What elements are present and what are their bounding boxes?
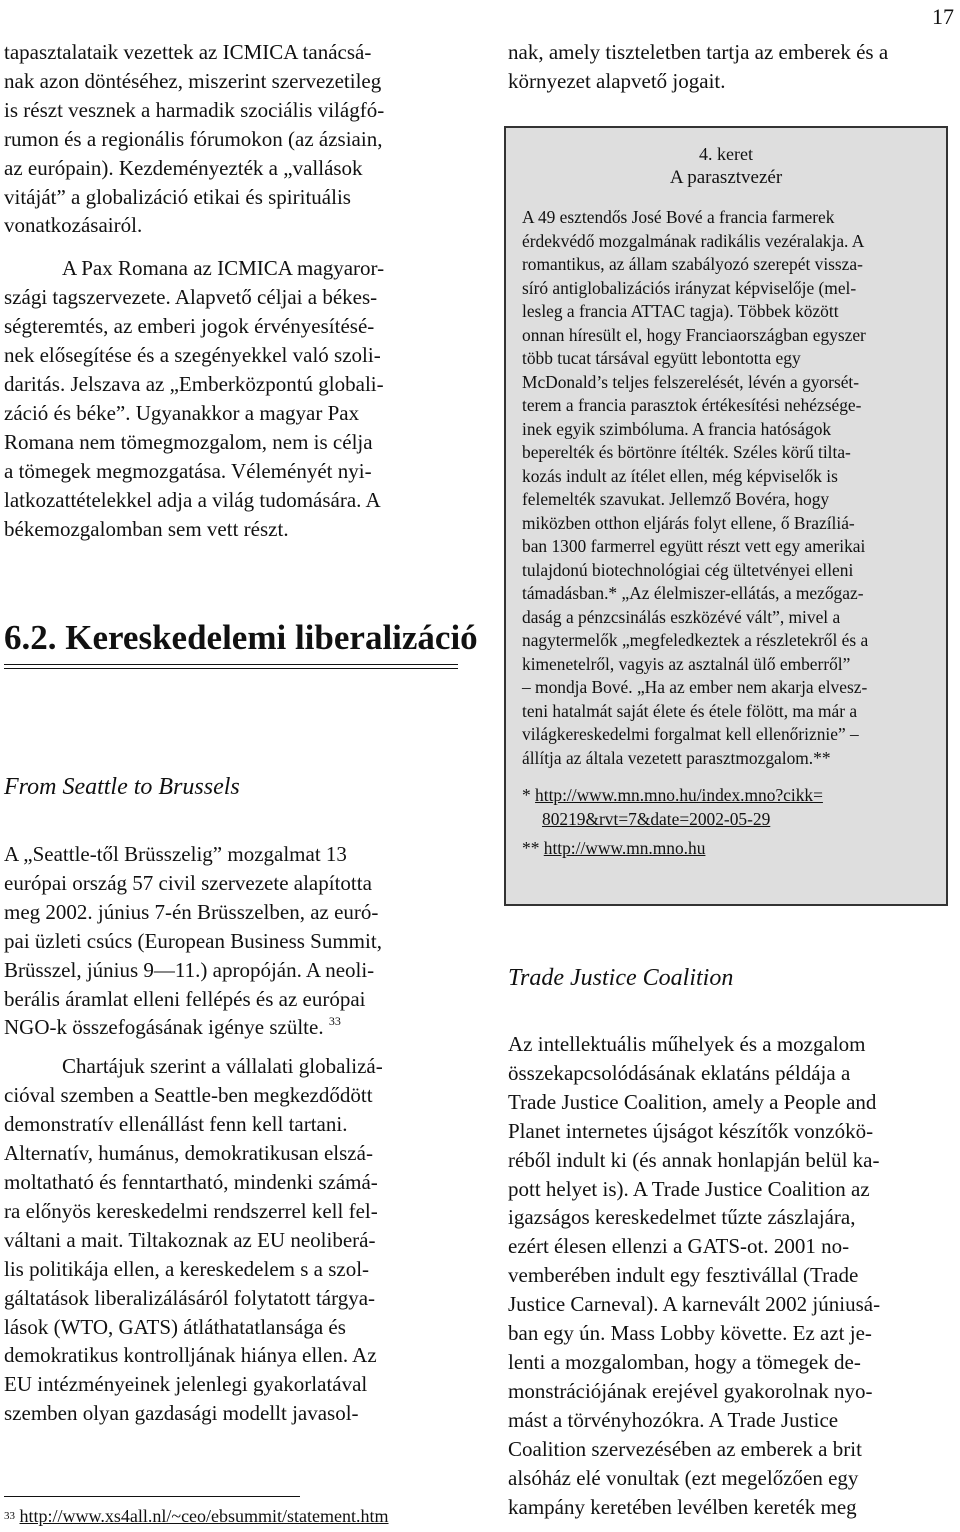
box-footnote-1-link-cont[interactable]: 80219&rvt=7&date=2002-05-29	[542, 808, 771, 829]
paragraph-charter: Chartájuk szerint a vállalati globalizá- cióval szemben a Seattle-ben megkezdődött demonstratív ellenállást fenn kell tartani. Alternatív, humánus, demokratikusan elszá- moltatható és fenntartható, mindenki számá- ra előnyös kereskedelmi rendszerrel kell fel- váltani a mait. Tiltakoznak az EU neoliberá- lis politikája ellen, a kereskedelem s a szol- gáltatások liberalizálásáról folytatott tárgya- lások (WTO, GATS) átláthatatlansága és demokratikus kontrolljának hiánya ellen. Az EU intézményeinek jelenlegi gyakorlatával szemben olyan gazdasági modellt javasol-	[4, 1054, 383, 1426]
footnote-rule	[4, 1496, 300, 1497]
paragraph-continuation: nak, amely tiszteletben tartja az emberek és a környezet alapvető jogait.	[508, 40, 889, 93]
paragraph-trade-justice: Az intellektuális műhelyek és a mozgalom összekapcsolódásának eklatáns példája a Trade Justice Coalition, amely a People and Planet internetes újságot készítők vonzókö- réből indult ki (és annak honlapján belül ka- pott helyet is). A Trade Justice Coalition az igazságos kereskedelmet tűzte zászlajára, ezért élesen ellenzi a GATS-ot. 2001 no- vemberében indult egy fesztivállal (Trade Justice Carneval). A karnevált 2002 júniusá- ban egy ún. Mass Lobby követte. Ez azt je- lenti a mozgalomban, hogy a tömegek de- monstrációjának erejével gyakorolnak nyo- mást a törvényhozókra. A Trade Justice Coalition szervezésében az emberek a brit alsóház elé vonultak (ezt megelőzően egy kampány keretében levélben kereték meg	[508, 1032, 881, 1519]
paragraph-seattle-brussels-text: A „Seattle-től Brüsszelig” mozgalmat 13 európai ország 57 civil szervezete alapította meg 2002. június 7-én Brüsszelben, az euró- pai üzleti csúcs (European Business Summit, Brüsszel, június 9—11.) apropóján. A neoli- berális áramlat elleni fellépés és az európai NGO-k összefogásának igénye szülte.	[4, 842, 382, 1040]
box-footnotes	[522, 784, 930, 861]
box-footnote-1	[522, 784, 930, 808]
box-body: A 49 esztendős José Bové a francia farmerek érdekvédő mozgalmának radikális vezéralakja. A romantikus, az állam szabályozó szerepét vissza- síró antiglobalizációs irányzat képviselője (mel- lesleg a francia ATTAC tagja). Többek között onnan híresült el, hogy Franciaországban egyszer több tucat társával együtt lebontotta egy McDonald’s teljes felszerelését, lévén a gyorsét- terem a francia parasztok értékesítési nehézsége- inek egyik szimbóluma. A francia hatóságok beperelték és börtönre ítélték. Széles körű tilta- kozás indult az ítélet ellen, még képviselők is felemelték szavukat. Jellemző Bovéra, hogy miközben otthon eljárás folyt ellene, ő Brazíliá- ban 1300 farmerrel együtt részt vett egy amerikai tulajdonú biotechnológiai cég ültetvényei elleni támadásban.* „Az élelmiszer-ellátás, a mezőgaz- daság a pénzcsinálás eszközévé vált”, mivel a nagytermelők „megfeledkeztek a részletekről és a kimenetelről, vagyis az asztalnál ülő emberről” – mondja Bové. „Ha az ember nem akarja elvesz- teni hatalmát saját élete és étele fölött, ma már a világkereskedelmi forgalmat kell ellenőriznie” – állítja az általa vezetett parasztmozgalom.**	[522, 207, 869, 768]
box-footnote-1-cont	[522, 808, 930, 832]
left-column	[4, 38, 454, 543]
right-column-lower	[508, 1030, 958, 1521]
page-number: 17	[932, 4, 954, 29]
right-column	[508, 38, 958, 96]
paragraph-seattle-brussels	[4, 840, 454, 1042]
heading-underline	[4, 664, 458, 665]
footnote-link[interactable]: http://www.xs4all.nl/~ceo/ebsummit/statement.htm	[19, 1506, 389, 1526]
box-footnote-1-marker: *	[522, 785, 536, 805]
footnote-ref-33[interactable]: 33	[328, 1014, 341, 1029]
box-footnote-1-link[interactable]: http://www.mn.mno.hu/index.mno?cikk=	[535, 785, 823, 805]
heading-underline-second	[4, 668, 458, 669]
box-footnote-2-marker: **	[522, 838, 544, 858]
footnote-33	[4, 1505, 389, 1527]
subheading-trade-justice: Trade Justice Coalition	[508, 965, 734, 991]
box-footnote-2-link[interactable]: http://www.mn.mno.hu	[543, 838, 706, 858]
left-column-lower	[4, 840, 454, 1428]
subheading-seattle-brussels: From Seattle to Brussels	[4, 774, 240, 800]
footnote-number: 33	[4, 1510, 15, 1522]
box-number: 4. keret	[699, 144, 753, 164]
paragraph-icmica: tapasztalataik vezettek az ICMICA tanácsá- nak azon döntéséhez, miszerint szervezetileg is részt vesznek a harmadik szociális világfó- rumon és a regionális fórumokon (az ázsiain, az európain). Kezdeményezték a „vallások vitáját” a globalizáció etikai és spirituális vonatkozásairól.	[4, 40, 385, 238]
sidebar-box-parasztvezer	[504, 126, 948, 906]
section-heading: 6.2. Kereskedelemi liberalizáció	[4, 618, 478, 657]
paragraph-pax-romana: A Pax Romana az ICMICA magyaror- szági tagszervezete. Alapvető céljai a békes- ségteremtés, az emberi jogok érvényesítésé- nek elősegítése és a szegényekkel való szoli- daritás. Jelszava az „Emberközpontú globali- záció és béke”. Ugyanakkor a magyar Pax Romana nem tömegmozgalom, nem is célja a tömegek megmozgatása. Véleményét nyi- latkozattételekkel adja a világ tudomására. A békemozgalomban sem vett részt.	[4, 256, 385, 541]
box-footnote-2	[522, 837, 930, 861]
box-title: A parasztvezér	[669, 167, 783, 188]
